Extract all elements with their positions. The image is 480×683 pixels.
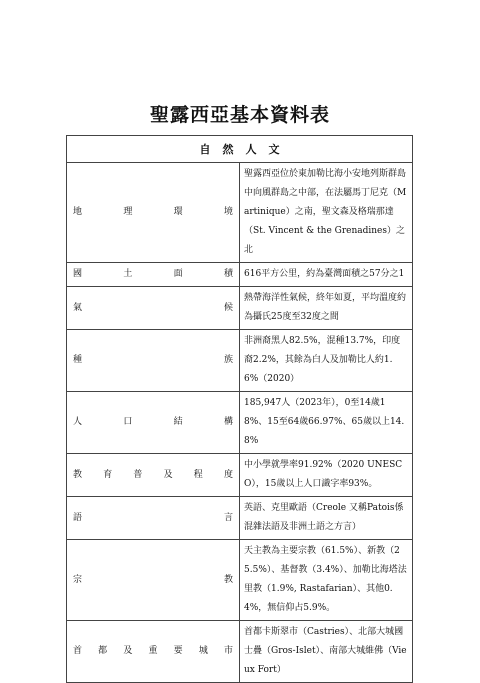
row-label: 語言 <box>73 512 233 523</box>
table-row-area <box>67 263 413 287</box>
row-value: 英語、克里歐語（Creole 又稱Patois係混雜法語及非洲土語之方言） <box>240 497 413 540</box>
row-label-cell <box>67 392 240 454</box>
row-label: 地理環境 <box>73 207 233 217</box>
row-label-cell <box>67 540 240 621</box>
table-row-cities <box>67 621 413 683</box>
row-value: 185,947人（2023年），0至14歲18%、15至64歲66.97%、65歲以上14.8% <box>240 392 413 454</box>
row-label-cell <box>67 287 240 330</box>
table-row-language <box>67 497 413 540</box>
row-value: 中小學就學率91.92%（2020 UNESCO），15歲以上人口識字率93%。 <box>240 454 413 497</box>
row-label-cell <box>67 330 240 392</box>
row-label: 教育普及程度 <box>73 469 233 480</box>
table-row-geography <box>67 163 413 263</box>
row-value: 天主教為主要宗教（61.5%）、新教（25.5%）、基督教（3.4%）、加勒比海塔法里教（1.9%, Rastafarian）、其他0.4%，無信仰占5.9%。 <box>240 540 413 621</box>
row-label-cell <box>67 454 240 497</box>
row-label-cell <box>67 621 240 683</box>
row-label-cell <box>67 263 240 287</box>
page-title: 聖露西亞基本資料表 <box>149 104 330 126</box>
row-label: 國土面積 <box>73 269 233 279</box>
row-label: 宗教 <box>73 574 233 585</box>
basic-info-table <box>66 135 413 683</box>
table-row-climate <box>67 287 413 330</box>
table-row-education <box>67 454 413 497</box>
row-value: 聖露西亞位於東加勒比海小安地列斯群島中向風群島之中部，在法屬馬丁尼克（Martinique）之南，聖文森及格瑞那達（St. Vincent & the Grenadines）之北 <box>240 163 413 263</box>
row-value: 非洲裔黑人82.5%，混種13.7%，印度裔2.2%，其餘為白人及加勒比人約1.6%（2020） <box>240 330 413 392</box>
row-label-cell <box>67 497 240 540</box>
section-header: 自然人文 <box>67 136 413 163</box>
row-value: 616平方公里，約為臺灣面積之57分之1 <box>240 263 413 287</box>
table-row-religion <box>67 540 413 621</box>
row-label: 氣候 <box>73 302 233 313</box>
row-label: 種族 <box>73 355 233 365</box>
row-value: 首都卡斯翠市（Castries）、北部大城國士疊（Gros-Islet）、南部大城維佛（Vieux Fort） <box>240 621 413 683</box>
row-label-cell <box>67 163 240 263</box>
table-row-population <box>67 392 413 454</box>
row-label: 人口結構 <box>73 417 233 427</box>
section-header-row <box>67 136 413 163</box>
table-row-ethnicity <box>67 330 413 392</box>
row-label: 首都及重要城市 <box>73 646 233 656</box>
row-value: 熱帶海洋性氣候，終年如夏，平均溫度約為攝氏25度至32度之間 <box>240 287 413 330</box>
